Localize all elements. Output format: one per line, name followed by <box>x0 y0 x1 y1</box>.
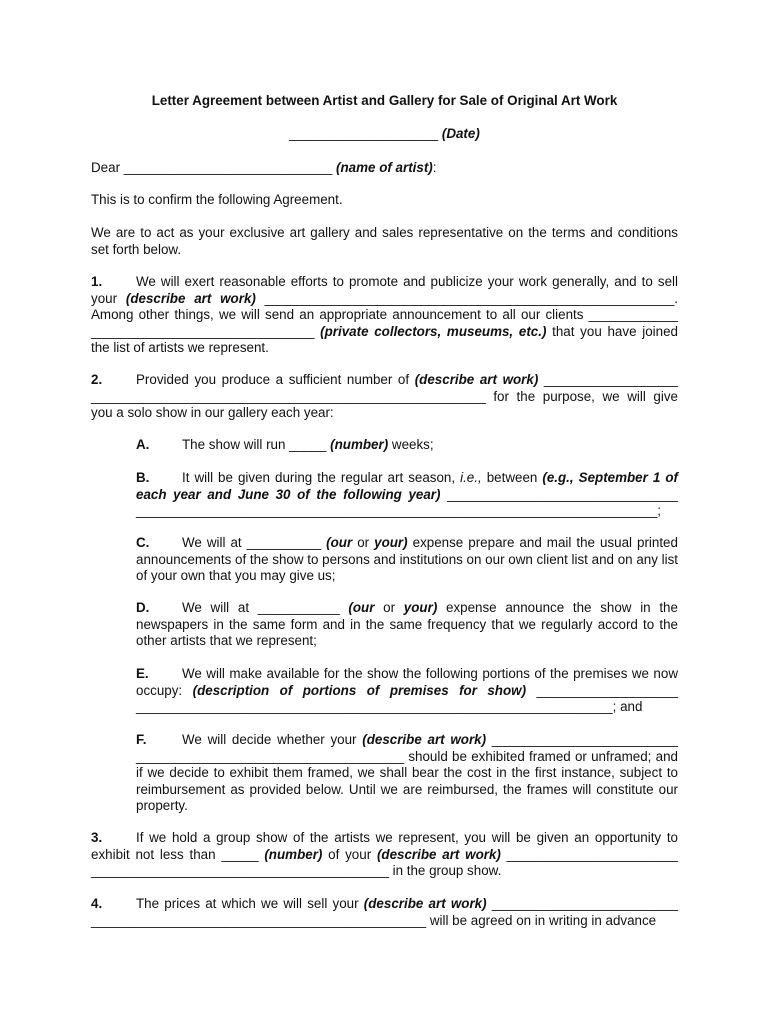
p4-text-1: The prices at which we will sell your <box>136 896 359 911</box>
intro-text: We are to act as your exclusive art gallery and sales representative on the terms and conditions set forth below. <box>91 225 678 257</box>
p3-bold-1: (number) <box>264 846 323 862</box>
p2-bold-1: (describe art work) <box>414 372 539 387</box>
d-bold-1: (our <box>348 600 375 615</box>
item-label: D. <box>136 600 150 615</box>
p2-text-2: __________________ _____________________________________________________ for the purpose, we will give you a solo show in our gallery each year: <box>91 372 678 420</box>
paragraph-number: 4. <box>91 896 103 911</box>
date-label: (Date) <box>441 126 480 141</box>
f-text-1: We will decide whether your <box>182 732 357 747</box>
d-text-2: expense announce the show in the newspapers in the same form and in the same frequency that we regularly accord to the other artists that we represent; <box>136 600 678 648</box>
c-text-1: We will at __________ <box>182 535 322 550</box>
p1-bold-1: (describe art work) <box>125 290 256 306</box>
e-text-2: ___________________ ________________________________________________________________; and <box>136 682 678 714</box>
paragraph-4 <box>91 896 678 929</box>
p3-text-2: of your <box>328 846 372 862</box>
c-bold-1: (our <box>326 535 353 550</box>
p2-text-1: Provided you produce a sufficient number of <box>136 372 410 387</box>
paragraph-2 <box>91 372 678 422</box>
c-bold-2: your) <box>374 535 408 550</box>
paragraph-1 <box>91 274 678 357</box>
p1-text-3: that you have joined the list of artists we represent. <box>91 323 678 355</box>
f-text-2: _________________________ ____________________________________ should be exhibited framed or unframed; and if we decide to exhibit them framed, we shall bear the cost in the first instance, subject to reimbursement as provided below. Until we are reimbursed, the frames will constitute our property. <box>136 732 678 813</box>
a-text-1: The show will run _____ <box>182 437 327 452</box>
document-title: Letter Agreement between Artist and Gallery for Sale of Original Art Work <box>151 93 618 108</box>
item-label: C. <box>136 535 150 550</box>
item-e <box>136 666 678 716</box>
c-or: or <box>357 535 370 550</box>
paragraph-number: 1. <box>91 274 103 289</box>
b-ie: i.e., <box>460 470 482 485</box>
e-text-1: We will make available for the show the following portions of the premises we now occupy: <box>136 666 678 698</box>
date-line <box>91 126 678 141</box>
b-text-1: It will be given during the regular art season, <box>182 470 456 485</box>
salutation-label: (name of artist) <box>336 160 433 175</box>
item-label: B. <box>136 470 150 485</box>
b-text-3: _______________________________ ______________________________________________________________________; <box>136 486 678 518</box>
c-text-2: expense prepare and mail the usual printed announcements of the show to persons and institutions on our own client list and on any list of your own that you may give us; <box>136 535 678 583</box>
confirm-text: This is to confirm the following Agreement. <box>91 192 343 207</box>
p3-bold-2: (describe art work) <box>376 846 501 862</box>
item-b <box>136 470 678 520</box>
a-text-2: weeks; <box>391 437 434 452</box>
b-text-2: between <box>486 470 538 485</box>
salutation-end: : <box>432 160 437 175</box>
p3-text-3: _______________________ ________________________________________ in the group show. <box>91 846 678 878</box>
paragraph-3 <box>91 830 678 880</box>
salutation <box>91 160 678 177</box>
item-a <box>136 437 678 454</box>
p1-bold-2: (private collectors, museums, etc.) <box>320 323 547 339</box>
item-c <box>136 535 678 585</box>
p4-text-2: _________________________ _____________________________________________ will be agreed on in writing in advance <box>91 896 678 928</box>
date-blank: ____________________ <box>289 126 439 141</box>
d-or: or <box>383 600 396 615</box>
e-bold-1: (description of portions of premises for show) <box>192 682 527 698</box>
item-d <box>136 600 678 650</box>
p3-text-1: If we hold a group show of the artists we represent, you will be given an opportunity to exhibit not less than _____ <box>91 830 678 862</box>
d-text-1: We will at ___________ <box>182 600 340 615</box>
item-label: E. <box>136 666 149 681</box>
f-bold-1: (describe art work) <box>362 732 487 747</box>
item-f <box>136 732 678 815</box>
b-bold-1: (e.g., September 1 of each year and June 30 of the following year) <box>136 470 678 502</box>
p4-bold-1: (describe art work) <box>363 896 487 911</box>
salutation-dear: Dear <box>91 160 121 175</box>
p1-text-2: _______________________________________________________. Among other things, we will send an appropriate announcement to all our clients ____________ ______________________________ <box>91 290 678 339</box>
item-label: A. <box>136 437 150 452</box>
paragraph-number: 3. <box>91 830 103 845</box>
d-bold-2: your) <box>403 600 438 615</box>
paragraph-number: 2. <box>91 372 103 387</box>
a-bold-1: (number) <box>330 437 389 452</box>
item-label: F. <box>136 732 147 747</box>
salutation-blank: ____________________________ <box>123 160 333 175</box>
p1-text-1: We will exert reasonable efforts to promote and publicize your work generally, and to sell your <box>91 274 678 306</box>
